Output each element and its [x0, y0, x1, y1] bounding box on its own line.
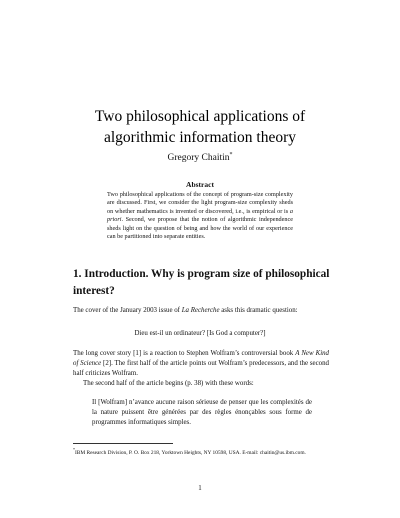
abstract-heading: Abstract: [186, 180, 214, 189]
paragraph-1: [73, 306, 329, 316]
abstract-a-priori: a priori: [107, 207, 293, 224]
paragraph-1-text-b: asks this dramatic question:: [219, 307, 298, 314]
footnote-text: IBM Research Division, P. O. Box 218, Yorktown Heights, NY 10598, USA. E-mail: chaitin@us.ibm.com.: [75, 449, 306, 456]
paragraph-2-text-a: The long cover story [1] is a reaction to Stephen Wolfram’s controversial book: [73, 350, 296, 357]
paragraph-1-text-a: The cover of the January 2003 issue of: [73, 307, 182, 314]
footnote: [73, 446, 329, 458]
author-footnote-mark: *: [229, 152, 233, 158]
display-quote: Dieu est-il un ordinateur? [Is God a computer?]: [134, 330, 266, 337]
author-name: Gregory Chaitin: [167, 153, 230, 164]
footnote-mark: *: [73, 447, 75, 452]
abstract-text-a: Two philosophical applications of the concept of program-size complexity are discussed. First, we consider the light program-size complexity sheds on whether mathematics is invented or discovered, i.e., is empirical or is: [107, 191, 293, 215]
page-number: 1: [198, 485, 202, 492]
title-line-1: Two philosophical applications of: [94, 108, 306, 125]
footnote-rule: [73, 443, 173, 444]
title-line-2: algorithmic information theory: [104, 129, 296, 146]
abstract-text-b: . Second, we propose that the notion of algorithmic independence sheds light on the question of being and how the world of our experience can be partitioned into separate entities.: [107, 216, 293, 241]
french-blockquote: Il [Wolfram] n’avance aucune raison sérieuse de penser que les complexités de la nature puissent être générées par des règles énonçables sous forme de programmes informatiques simples.: [92, 399, 312, 427]
author-line: [0, 152, 400, 163]
section-heading: 1. Introduction. Why is program size of philosophical interest?: [73, 268, 330, 297]
paragraph-2: [73, 349, 329, 380]
book-title: A New Kind of Science: [73, 350, 330, 368]
paragraph-2-text-b: [2]. The first half of the article points out Wolfram’s predecessors, and the second half criticizes Wolfram.: [73, 360, 330, 378]
paper-title: [0, 106, 400, 148]
journal-name: La Recherche: [181, 307, 220, 314]
abstract-body: [107, 191, 293, 241]
paragraph-3: The second half of the article begins (p. 38) with these words:: [83, 380, 254, 387]
